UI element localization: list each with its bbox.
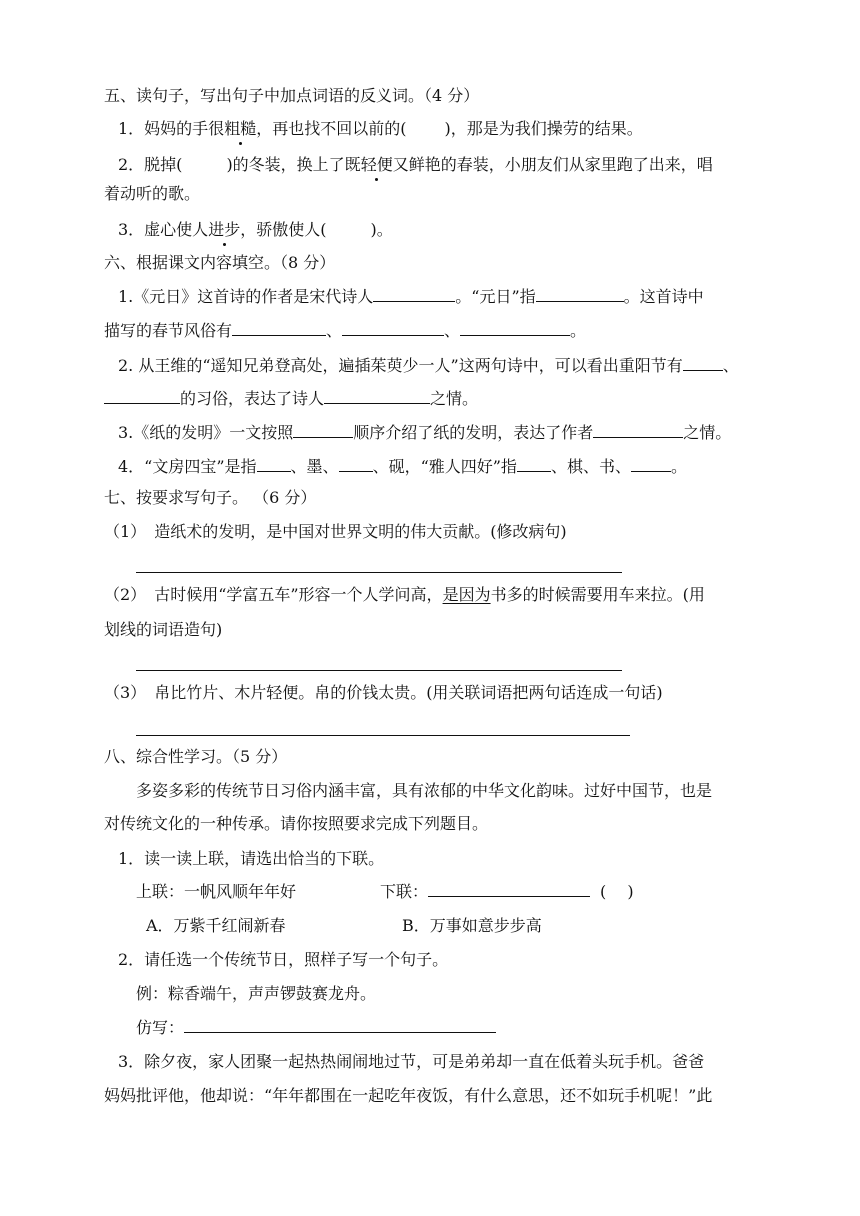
- s6-q3-text-c: 之情。: [683, 423, 732, 442]
- s6-q1-blank-poet[interactable]: [373, 287, 455, 302]
- s8-imitate-answer-line[interactable]: [184, 1018, 496, 1033]
- s5-q3-text-c: )。: [370, 220, 393, 239]
- s6-q3: [118, 423, 860, 443]
- s6-q1: [118, 287, 860, 307]
- s7-q1-number: （1）: [104, 522, 147, 541]
- s6-q3-blank-order[interactable]: [293, 423, 353, 438]
- s8-q1: 1．读一读上联，请选出恰当的下联。: [118, 849, 385, 868]
- s8-lower-label: 下联：: [380, 882, 429, 901]
- s8-q1-answer-paren[interactable]: ( ): [600, 882, 634, 901]
- s7-q1-answer-line[interactable]: [136, 572, 622, 573]
- s6-q3-blank-feeling[interactable]: [593, 423, 683, 438]
- s6-q1-blank-custom-1[interactable]: [232, 321, 326, 336]
- s5-q2-cont: 着动听的歌。: [104, 184, 201, 203]
- s6-sep-3: 、: [722, 356, 739, 375]
- s6-q4-blank-4[interactable]: [631, 457, 671, 472]
- s7-q3-number: （3）: [104, 683, 147, 702]
- s7-q2-cont: 划线的词语造句): [104, 620, 223, 639]
- s6-q2-text-c: 之情。: [430, 389, 479, 408]
- s6-q4-text-e: 。: [670, 457, 687, 476]
- s8-q3-line2: 妈妈批评他，他却说：“年年都围在一起吃年夜饭，有什么意思，还不如玩手机呢！”此: [104, 1086, 713, 1105]
- s7-q2-answer-line[interactable]: [136, 670, 622, 671]
- s7-q2: [104, 585, 860, 605]
- s6-q2-blank-custom-2[interactable]: [104, 389, 180, 404]
- s6-q3-text-a: 3.《纸的发明》一文按照: [118, 423, 294, 442]
- s6-q2-text-a: 2. 从王维的“遥知兄弟登高处，遍插茱萸少一人”这两句诗中，可以看出重阳节有: [118, 356, 683, 375]
- section7-title: 七、按要求写句子。 （6 分）: [104, 488, 317, 507]
- s6-q1-text-a: 1.《元日》这首诗的作者是宋代诗人: [118, 287, 374, 306]
- s5-q3-dotted-word: 进步: [208, 220, 241, 239]
- s8-option-b[interactable]: B．万事如意步步高: [402, 916, 542, 935]
- s5-q1-text-b: ，再也找不回以前的(: [256, 119, 407, 138]
- s5-q1-text-a: 1．妈妈的手很: [118, 119, 225, 138]
- s5-q2-dotted-word: 轻便: [360, 155, 393, 174]
- s6-q2-cont: [104, 389, 860, 409]
- s7-q3-answer-line[interactable]: [136, 735, 630, 736]
- s7-q2-number: （2）: [104, 585, 147, 604]
- s7-q2-text-b: 书多的时候需要用车来拉。(用: [490, 585, 705, 604]
- section6-title: 六、根据课文内容填空。（8 分）: [104, 253, 336, 272]
- s7-q1: [104, 522, 860, 542]
- s6-q4-blank-2[interactable]: [339, 457, 373, 472]
- s5-q1-text-c: )，那是为我们操劳的结果。: [444, 119, 643, 138]
- s8-lower-blank[interactable]: [428, 882, 590, 897]
- s6-q4-text-b: 、墨、: [290, 457, 339, 476]
- s5-q1-dotted-word: 粗糙: [224, 119, 257, 138]
- s8-paragraph-line1: 多姿多彩的传统节日习俗内涵丰富，具有浓郁的中华文化韵味。过好中国节，也是: [136, 781, 713, 800]
- s6-q1-text-c: 。这首诗中: [623, 287, 704, 306]
- s6-sep-2: 、: [444, 321, 461, 340]
- s5-q2-text-b: )的冬装，换上了既: [226, 155, 361, 174]
- s6-q4-text-d: 、棋、书、: [550, 457, 631, 476]
- s7-q2-text-a: 古时候用“学富五车”形容一个人学问高，: [154, 585, 443, 604]
- s6-sep-1: 、: [326, 321, 343, 340]
- s5-q2-text-c: 又鲜艳的春装，小朋友们从家里跑了出来，唱: [392, 155, 713, 174]
- s5-q2: [118, 155, 860, 175]
- s6-q1-blank-custom-2[interactable]: [342, 321, 444, 336]
- s5-q3: [118, 220, 860, 240]
- s8-lower-couplet: [380, 882, 860, 902]
- s5-q1: [118, 119, 860, 139]
- s7-q1-text: 造纸术的发明，是中国对世界文明的伟大贡献。(修改病句): [154, 522, 567, 541]
- section5-title: 五、读句子，写出句子中加点词语的反义词。（4 分）: [104, 86, 480, 105]
- s8-example: 例：粽香端午，声声锣鼓赛龙舟。: [136, 984, 377, 1003]
- s6-q2: [118, 356, 860, 376]
- s6-q1-cont: [104, 321, 860, 341]
- s6-end-1: 。: [570, 321, 587, 340]
- s6-q2-text-b: 的习俗，表达了诗人: [180, 389, 325, 408]
- s7-q2-underlined-word: 是因为: [442, 585, 491, 604]
- s8-upper-couplet: 上联：一帆风顺年年好: [136, 882, 297, 901]
- s6-q4-text-a: 4．“文房四宝”是指: [118, 457, 257, 476]
- s8-q3-line1: 3．除夕夜，家人团聚一起热热闹闹地过节，可是弟弟却一直在低着头玩手机。爸爸: [118, 1052, 705, 1071]
- section8-title: 八、综合性学习。（5 分）: [104, 747, 288, 766]
- s6-q1-text-b: 。“元日”指: [455, 287, 536, 306]
- s6-q1-cont-text: 描写的春节风俗有: [104, 321, 233, 340]
- s8-option-a[interactable]: A．万紫千红闹新春: [146, 916, 286, 935]
- s6-q4-text-c: 、砚，“雅人四好”指: [372, 457, 517, 476]
- s8-q2: 2．请任选一个传统节日，照样子写一个句子。: [118, 950, 449, 969]
- s6-q1-blank-meaning[interactable]: [536, 287, 624, 302]
- s5-q3-text-b: ，骄傲使人(: [240, 220, 327, 239]
- s8-paragraph-line2: 对传统文化的一种传承。请你按照要求完成下列题目。: [104, 814, 489, 833]
- s6-q4-blank-1[interactable]: [257, 457, 291, 472]
- s6-q1-blank-custom-3[interactable]: [460, 321, 570, 336]
- s6-q3-text-b: 顺序介绍了纸的发明，表达了作者: [353, 423, 594, 442]
- s7-q3: [104, 683, 860, 703]
- s5-q2-text-a: 2．脱掉(: [118, 155, 183, 174]
- s6-q4: [118, 457, 860, 477]
- s8-imitate: [136, 1018, 860, 1038]
- s8-imitate-label: 仿写：: [136, 1018, 185, 1037]
- s7-q3-text: 帛比竹片、木片轻便。帛的价钱太贵。(用关联词语把两句话连成一句话): [154, 683, 663, 702]
- s6-q2-blank-feeling[interactable]: [324, 389, 430, 404]
- s6-q2-blank-custom-1[interactable]: [683, 356, 723, 371]
- s5-q3-text-a: 3．虚心使人: [118, 220, 209, 239]
- s6-q4-blank-3[interactable]: [517, 457, 551, 472]
